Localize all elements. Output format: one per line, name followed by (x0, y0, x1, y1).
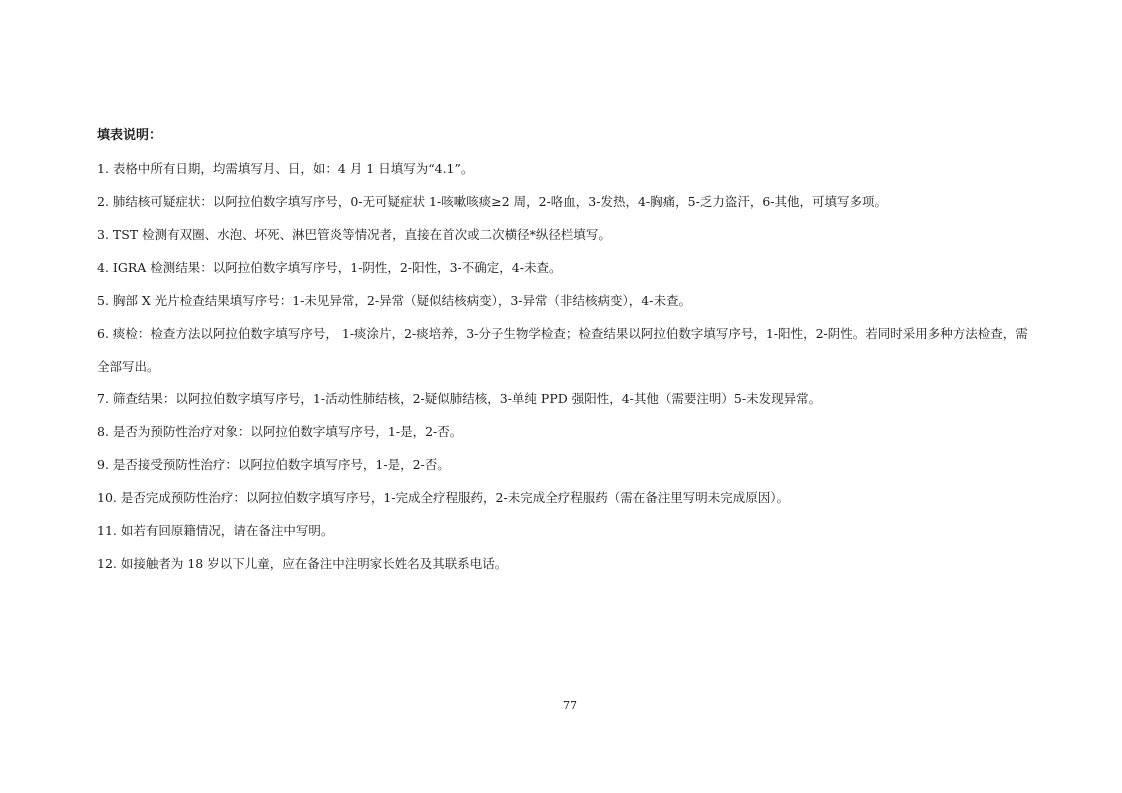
instruction-item-9: 9. 是否接受预防性治疗：以阿拉伯数字填写序号，1-是，2-否。 (97, 457, 450, 472)
instruction-item-8: 8. 是否为预防性治疗对象：以阿拉伯数字填写序号，1-是，2-否。 (97, 424, 463, 439)
instruction-item-10: 10. 是否完成预防性治疗：以阿拉伯数字填写序号，1-完成全疗程服药，2-未完成全疗程服药（需在备注里写明未完成原因）。 (97, 490, 789, 505)
instruction-item-11: 11. 如若有回原籍情况，请在备注中写明。 (97, 523, 334, 538)
instructions-section (97, 126, 1037, 587)
page-number: 77 (563, 699, 577, 712)
instruction-item-1: 1. 表格中所有日期，均需填写月、日，如：4 月 1 日填写为“4.1”。 (97, 161, 474, 176)
instruction-item-12: 12. 如接触者为 18 岁以下儿童，应在备注中注明家长姓名及其联系电话。 (97, 556, 508, 571)
instruction-item-7: 7. 筛查结果：以阿拉伯数字填写序号，1-活动性肺结核，2-疑似肺结核，3-单纯 PPD 强阳性，4-其他（需要注明）5-未发现异常。 (97, 391, 822, 406)
section-heading: 填表说明： (97, 128, 163, 143)
instruction-item-4: 4. IGRA 检测结果：以阿拉伯数字填写序号，1-阴性，2-阳性，3-不确定，4-未查。 (97, 260, 562, 275)
instruction-item-6: 6. 痰检：检查方法以阿拉伯数字填写序号， 1-痰涂片，2-痰培养，3-分子生物学检查；检查结果以阿拉伯数字填写序号，1-阳性，2-阴性。若同时采用多种方法检查，需全部写出。 (97, 326, 1028, 374)
instruction-item-5: 5. 胸部 X 光片检查结果填写序号：1-未见异常，2-异常（疑似结核病变），3-异常（非结核病变），4-未查。 (97, 293, 691, 308)
instruction-item-2: 2. 肺结核可疑症状：以阿拉伯数字填写序号，0-无可疑症状 1-咳嗽咳痰≥2 周，2-咯血，3-发热，4-胸痛，5-乏力盗汗，6-其他，可填写多项。 (97, 194, 888, 209)
instruction-item-3: 3. TST 检测有双圈、水泡、坏死、淋巴管炎等情况者，直接在首次或二次横径*纵径栏填写。 (97, 227, 611, 242)
